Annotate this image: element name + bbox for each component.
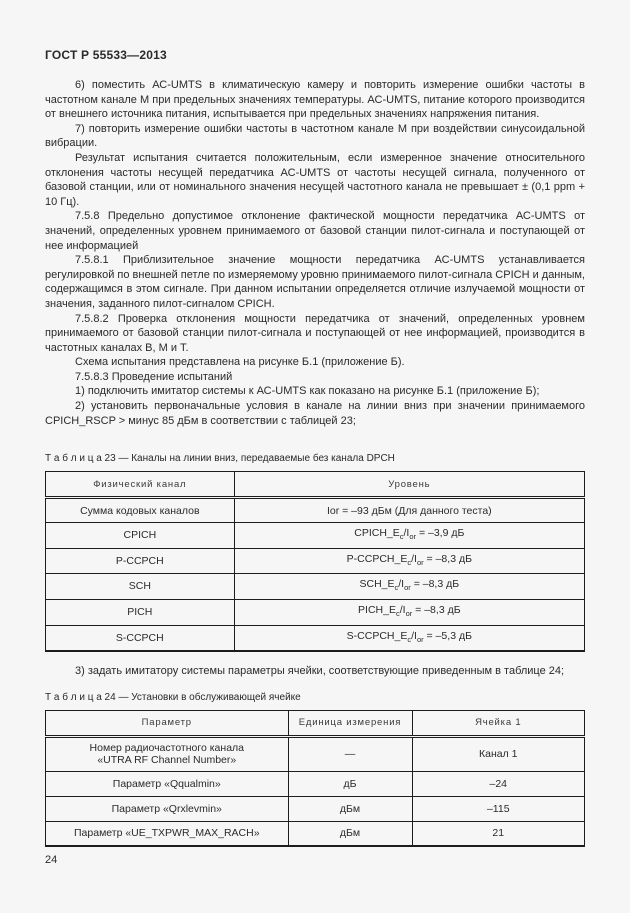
table24-body <box>46 736 585 846</box>
table-cell: Ior = –93 дБм (Для данного теста) <box>234 498 584 523</box>
table24 <box>45 710 585 848</box>
paragraph: 2) установить первоначальные условия в канале на линии вниз при значении принимаемого CPICH_RSCP > минус 85 дБм в соответствии с таблицей 23; <box>45 400 585 427</box>
table-cell: Параметр «Qqualmin» <box>46 771 289 796</box>
table-row <box>46 771 585 796</box>
table-cell: $PICH\_E_c/I_{or} = -8,3$ дБ <box>234 600 584 626</box>
table-cell: Номер радиочастотного канала «UTRA RF Channel Number» <box>46 736 289 771</box>
table-cell: — <box>288 736 412 771</box>
table-column-header: Параметр <box>46 710 289 736</box>
table-cell: P-CCPCH <box>46 548 235 574</box>
table-cell: дБ <box>288 771 412 796</box>
table-cell: Параметр «UE_TXPWR_MAX_RACH» <box>46 821 289 846</box>
table-cell: Канал 1 <box>412 736 584 771</box>
body-paragraphs <box>45 78 585 428</box>
page-number: 24 <box>45 854 58 867</box>
table23-caption: Т а б л и ц а 23 — Каналы на линии вниз, передаваемые без канала DPCH <box>45 453 395 465</box>
table-column-header: Единица измерения <box>288 710 412 736</box>
table-cell: –24 <box>412 771 584 796</box>
table-row <box>46 600 585 626</box>
table-cell: $SCH\_E_c/I_{or} = -8,3$ дБ <box>234 574 584 600</box>
paragraph: Результат испытания считается положительным, если измеренное значение относительного отклонения частоты несущей передатчика АС-UMTS от частоты несущей сигнала, полученного от базовой станции, или от номинального значения несущей частотного канала не превышает ± (0,1 ppm + 10 Гц). <box>45 151 585 208</box>
paragraph: 6) поместить АС-UMTS в климатическую камеру и повторить измерение ошибки частоты в частотном канале М при предельных значениях температуры. АС-UMTS, питание которого производится от внешнего источника питания, испытывается при предельных значениях напряжения питания. <box>45 79 585 121</box>
table-row <box>46 736 585 771</box>
table-header-row <box>46 710 585 736</box>
paragraph: 1) подключить имитатор системы к АС-UMTS как показано на рисунке Б.1 (приложение Б); <box>75 385 540 398</box>
table-column-header: Ячейка 1 <box>412 710 584 736</box>
table-cell: SCH <box>46 574 235 600</box>
table24-head <box>46 710 585 736</box>
table-row <box>46 796 585 821</box>
table24-caption: Т а б л и ц а 24 — Установки в обслуживающей ячейке <box>45 691 301 703</box>
table23 <box>45 471 585 652</box>
table-cell: –115 <box>412 796 584 821</box>
table-row <box>46 498 585 523</box>
table-row <box>46 625 585 651</box>
table-row <box>46 523 585 549</box>
table-row <box>46 548 585 574</box>
table-column-header: Физический канал <box>46 472 235 498</box>
paragraph: 7.5.8.1 Приблизительное значение мощности передатчика АС-UMTS устанавливается регулировкой по внешней петле по измеряемому уровню принимаемого пилот-сигнала CPICH и данным, содержащимся в этом сигнале. При данном испытании определяется отличие излучаемой мощности от значения, заданного пилот-сигналом CPICH. <box>45 254 585 310</box>
table-cell: CPICH <box>46 523 235 549</box>
paragraph-after-table23-wrap <box>45 664 585 679</box>
table-cell: дБм <box>288 796 412 821</box>
doc-header: ГОСТ Р 55533—2013 <box>45 48 167 62</box>
table23-body <box>46 498 585 651</box>
table-cell: дБм <box>288 821 412 846</box>
table-cell: Параметр «Qrxlevmin» <box>46 796 289 821</box>
table-header-row <box>46 472 585 498</box>
table-cell: $CPICH\_E_c/I_{or} = -3,9$ дБ <box>234 523 584 549</box>
table-row <box>46 574 585 600</box>
paragraph: 7.5.8 Предельно допустимое отклонение фактической мощности передатчика АС-UMTS от значений, определенных уровнем принимаемого от базовой станции пилот-сигнала и поступающей от нее информацией <box>45 210 585 252</box>
table-cell: $P-CCPCH\_E_c/I_{or} = -8,3$ дБ <box>234 548 584 574</box>
table-cell: PICH <box>46 600 235 626</box>
table23-head <box>46 472 585 498</box>
table-cell: Сумма кодовых каналов <box>46 498 235 523</box>
table-cell: S-CCPCH <box>46 625 235 651</box>
paragraph: 7) повторить измерение ошибки частоты в частотном канале М при воздействии синусоидальной вибрации. <box>45 122 585 150</box>
table-cell: $S-CCPCH\_E_c/I_{or} = -5,3$ дБ <box>234 625 584 651</box>
table-cell: 21 <box>412 821 584 846</box>
paragraph: 7.5.8.2 Проверка отклонения мощности передатчика от значений, определенных уровнем принимаемого от базовой станции пилот-сигнала и поступающей от нее информацией, производится в частотных каналах В, М и Т. <box>45 312 585 354</box>
paragraph: Схема испытания представлена на рисунке Б.1 (приложение Б). <box>75 356 405 369</box>
paragraph: 3) задать имитатору системы параметры ячейки, соответствующие приведенным в таблице 24; <box>75 665 565 678</box>
table-column-header: Уровень <box>234 472 584 498</box>
table-row <box>46 821 585 846</box>
paragraph: 7.5.8.3 Проведение испытаний <box>75 370 233 383</box>
